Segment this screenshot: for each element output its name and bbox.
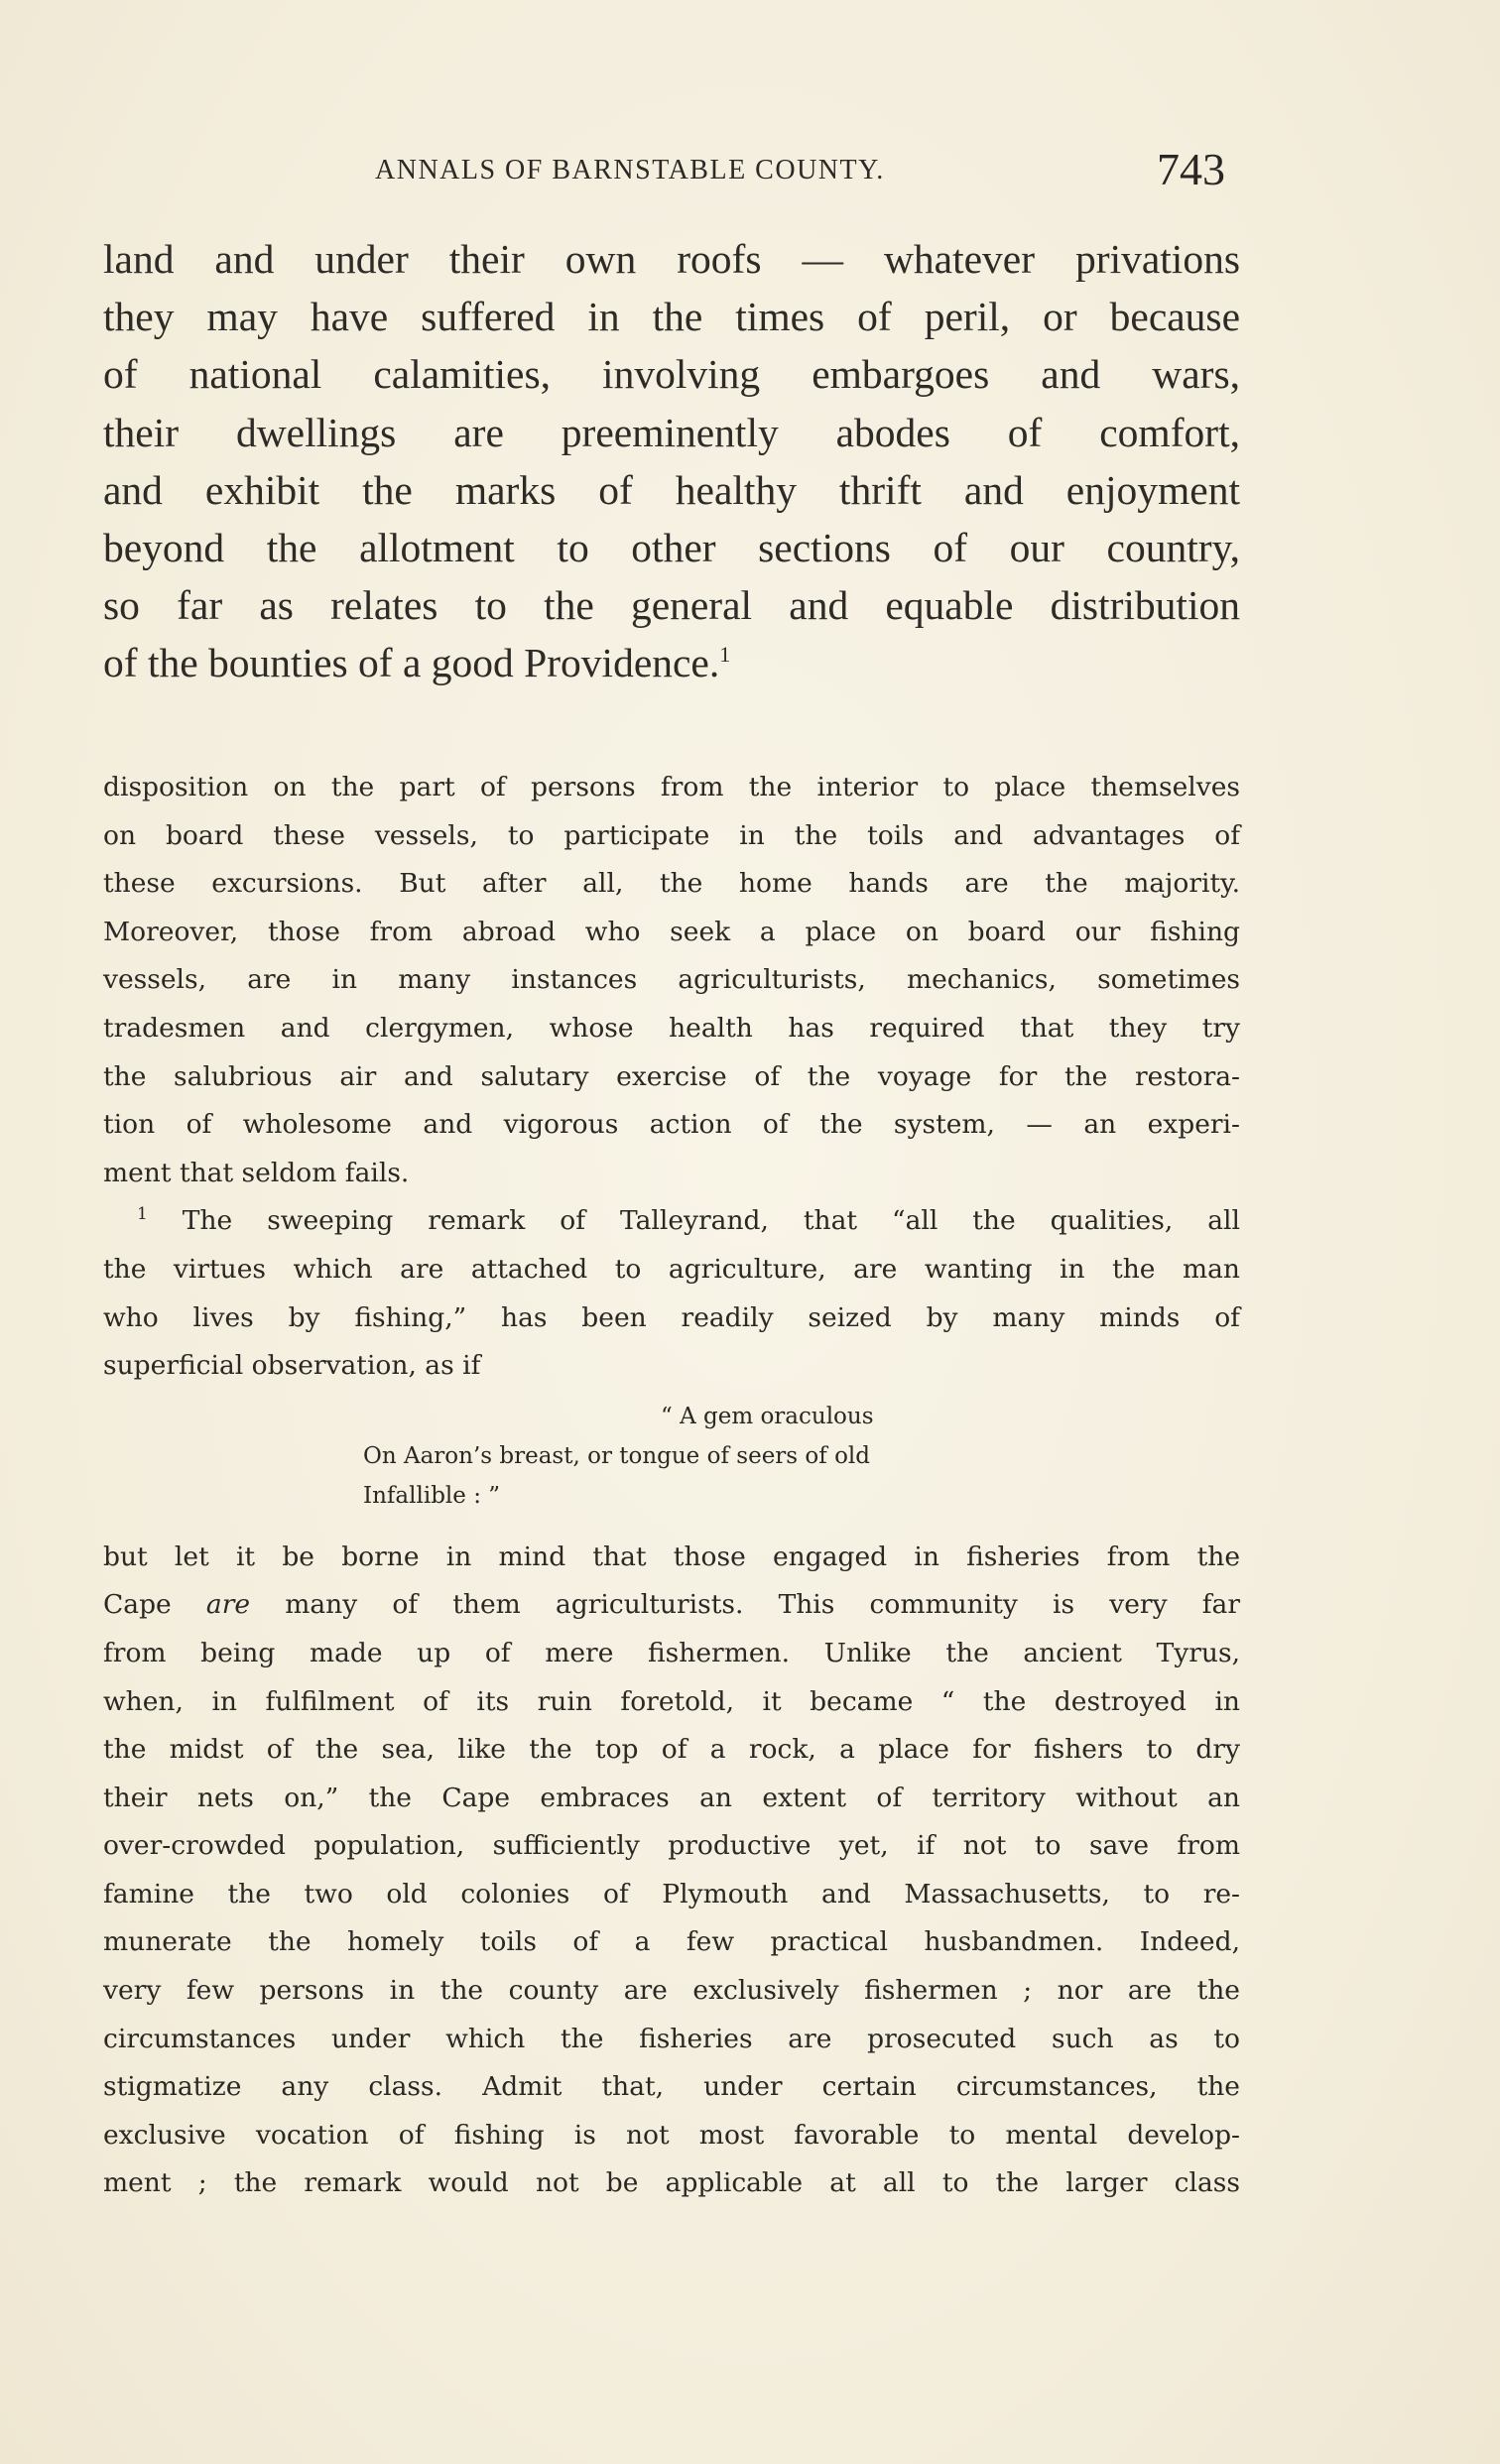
footnote-line: famine the two old colonies of Plymouth and Massachusetts, to re- xyxy=(103,1878,1240,1910)
quote-line: Infallible : ” xyxy=(363,1482,501,1509)
footnote-line: stigmatize any class. Admit that, under certain circumstances, the xyxy=(103,2071,1240,2103)
footnote-line: Moreover, those from abroad who seek a place on board our fishing xyxy=(103,916,1240,947)
quote-line: On Aaron’s breast, or tongue of seers of old xyxy=(363,1442,871,1469)
footnote-line: the virtues which are attached to agriculture, are wanting in the man xyxy=(103,1253,1240,1285)
footnote-first-line xyxy=(103,1197,1240,1246)
body-line: their dwellings are preeminently abodes of comfort, xyxy=(103,409,1240,455)
footnote-line: the salubrious air and salutary exercise of the voyage for the restora- xyxy=(103,1060,1240,1092)
footnote-line: very few persons in the county are exclusively fishermen ; nor are the xyxy=(103,1975,1240,2007)
footnote-line: over-crowded population, sufficiently productive yet, if not to save from xyxy=(103,1830,1240,1862)
footnote-line: ment that seldom fails. xyxy=(103,1157,410,1188)
body-line: beyond the allotment to other sections of our country, xyxy=(103,525,1240,571)
footnote-continued xyxy=(103,764,1240,1197)
body-line: land and under their own roofs — whatever privations xyxy=(103,236,1240,282)
footnote-line: tradesmen and clergymen, whose health has required that they try xyxy=(103,1012,1240,1044)
main-paragraph xyxy=(103,230,1240,692)
footnote-line: munerate the homely toils of a few practical husbandmen. Indeed, xyxy=(103,1926,1240,1958)
body-line-last xyxy=(103,634,1240,691)
footnote-line: ment ; the remark would not be applicable at all to the larger class xyxy=(103,2167,1240,2199)
page-number: 743 xyxy=(1157,144,1225,194)
running-title: ANNALS OF BARNSTABLE COUNTY. xyxy=(375,155,885,185)
footnote-line: on board these vessels, to participate in the toils and advantages of xyxy=(103,819,1240,851)
body-line: so far as relates to the general and equable distribution xyxy=(103,582,1240,629)
body-line: of national calamities, involving embargoes and wars, xyxy=(103,351,1240,398)
footnote-reference: 1 xyxy=(719,642,731,668)
body-line: of the bounties of a good Providence. xyxy=(103,640,720,686)
footnote-line: circumstances under which the fisheries are prosecuted such as to xyxy=(103,2023,1240,2054)
footnote-line: vessels, are in many instances agriculturists, mechanics, sometimes xyxy=(103,964,1240,996)
body-line: and exhibit the marks of healthy thrift and enjoyment xyxy=(103,466,1240,513)
footnote-marker: 1 xyxy=(137,1204,148,1225)
footnote-line: tion of wholesome and vigorous action of the system, — an experi- xyxy=(103,1109,1240,1141)
quote-line: “ A gem oraculous xyxy=(661,1403,874,1429)
footnote-line: from being made up of mere fishermen. Unlike the ancient Tyrus, xyxy=(103,1637,1240,1668)
footnote-line: who lives by fishing,” has been readily seized by many minds of xyxy=(103,1301,1240,1333)
footnote-line: the midst of the sea, like the top of a rock, a place for fishers to dry xyxy=(103,1734,1240,1766)
footnote-line: disposition on the part of persons from the interior to place themselves xyxy=(103,772,1240,802)
footnote-line: when, in fulfilment of its ruin foretold, it became “ the destroyed in xyxy=(103,1685,1240,1717)
emphasis-text: are xyxy=(205,1589,251,1621)
body-line: they may have suffered in the times of peril, or because xyxy=(103,294,1240,340)
footnote-line: their nets on,” the Cape embraces an extent of territory without an xyxy=(103,1782,1240,1813)
footnote-line-with-emphasis xyxy=(103,1581,1240,1630)
footnote-line: The sweeping remark of Talleyrand, that “all the qualities, all xyxy=(182,1205,1240,1237)
footnote-line: but let it be borne in mind that those engaged in fisheries from the xyxy=(103,1540,1240,1572)
page-header xyxy=(0,144,1500,198)
verse-quote xyxy=(363,1397,1240,1516)
footnote-line: exclusive vocation of fishing is not most favorable to mental develop- xyxy=(103,2119,1240,2151)
footnotes xyxy=(103,764,1240,2208)
footnote-text: Cape xyxy=(103,1589,206,1621)
footnote-text: many of them agriculturists. This community is very far xyxy=(250,1589,1240,1621)
footnote-line: these excursions. But after all, the home hands are the majority. xyxy=(103,868,1240,900)
footnote-1 xyxy=(103,1197,1240,2208)
footnote-line: superficial observation, as if xyxy=(103,1350,481,1382)
